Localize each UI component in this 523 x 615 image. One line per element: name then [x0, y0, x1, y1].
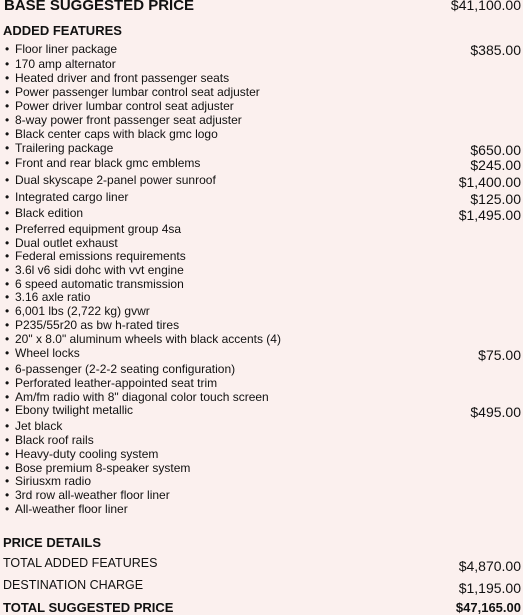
- bullet-icon: •: [5, 433, 10, 447]
- feature-item: [5, 263, 184, 277]
- feature-item: [5, 99, 234, 113]
- feature-item: [5, 318, 179, 332]
- bullet-icon: •: [5, 236, 10, 250]
- bullet-icon: •: [5, 376, 10, 390]
- bullet-icon: •: [5, 390, 10, 404]
- bullet-icon: •: [5, 318, 10, 332]
- bullet-icon: •: [5, 42, 10, 56]
- feature-item: [5, 249, 186, 263]
- bullet-icon: •: [5, 290, 10, 304]
- feature-label: 8-way power front passenger seat adjuster: [15, 113, 242, 127]
- feature-price: $495.00: [470, 404, 521, 420]
- bullet-icon: •: [5, 85, 10, 99]
- feature-label: 6-passenger (2-2-2 seating configuration): [15, 362, 236, 376]
- bullet-icon: •: [5, 249, 10, 263]
- feature-item: [5, 277, 184, 291]
- feature-item: [5, 141, 113, 155]
- feature-item: [5, 332, 281, 346]
- bullet-icon: •: [5, 127, 10, 141]
- feature-price: $1,495.00: [458, 207, 521, 223]
- total-suggested-price-label: TOTAL SUGGESTED PRICE: [3, 600, 174, 615]
- feature-label: Am/fm radio with 8" diagonal color touch screen: [15, 390, 269, 404]
- base-price-value: $41,100.00: [450, 0, 521, 13]
- feature-price: $245.00: [470, 157, 521, 173]
- feature-price: $75.00: [478, 347, 521, 363]
- feature-item: [5, 57, 116, 71]
- total-suggested-price-value: $47,165.00: [455, 600, 521, 615]
- bullet-icon: •: [5, 99, 10, 113]
- bullet-icon: •: [5, 222, 10, 236]
- feature-label: Heated driver and front passenger seats: [15, 71, 230, 85]
- bullet-icon: •: [5, 173, 10, 187]
- feature-item: [5, 85, 260, 99]
- bullet-icon: •: [5, 447, 10, 461]
- feature-label: Black roof rails: [15, 433, 94, 447]
- feature-item: [5, 236, 118, 250]
- bullet-icon: •: [5, 156, 10, 170]
- feature-item: [5, 127, 218, 141]
- bullet-icon: •: [5, 474, 10, 488]
- feature-label: Power driver lumbar control seat adjuster: [15, 99, 234, 113]
- feature-label: Heavy-duty cooling system: [15, 447, 159, 461]
- bullet-icon: •: [5, 206, 10, 220]
- feature-item: [5, 433, 94, 447]
- feature-label: Power passenger lumbar control seat adjuster: [15, 85, 260, 99]
- feature-label: 6 speed automatic transmission: [15, 277, 184, 291]
- feature-label: Siriusxm radio: [15, 474, 92, 488]
- feature-label: Jet black: [15, 419, 63, 433]
- feature-label: All-weather floor liner: [15, 502, 128, 516]
- bullet-icon: •: [5, 346, 10, 360]
- feature-item: [5, 173, 216, 187]
- feature-item: [5, 447, 158, 461]
- feature-price: $1,400.00: [458, 174, 521, 190]
- feature-label: Front and rear black gmc emblems: [15, 156, 201, 170]
- bullet-icon: •: [5, 332, 10, 346]
- feature-label: Dual outlet exhaust: [15, 236, 118, 250]
- feature-label: 20" x 8.0" aluminum wheels with black accents (4): [15, 332, 281, 346]
- feature-label: Wheel locks: [15, 346, 80, 360]
- feature-item: [5, 304, 150, 318]
- bullet-icon: •: [5, 488, 10, 502]
- bullet-icon: •: [5, 461, 10, 475]
- feature-price: $385.00: [470, 42, 521, 58]
- feature-label: Black center caps with black gmc logo: [15, 127, 218, 141]
- feature-item: [5, 419, 62, 433]
- destination-charge-value: $1,195.00: [458, 580, 521, 596]
- bullet-icon: •: [5, 190, 10, 204]
- feature-item: [5, 290, 90, 304]
- feature-item: [5, 71, 229, 85]
- feature-price: $650.00: [470, 142, 521, 158]
- bullet-icon: •: [5, 141, 10, 155]
- feature-item: [5, 156, 200, 170]
- feature-label: Preferred equipment group 4sa: [15, 222, 182, 236]
- feature-item: [5, 474, 91, 488]
- feature-item: [5, 362, 235, 376]
- added-features-title: ADDED FEATURES: [3, 23, 122, 38]
- feature-item: [5, 206, 83, 220]
- feature-item: [5, 190, 128, 204]
- feature-item: [5, 113, 242, 127]
- feature-label: Ebony twilight metallic: [15, 403, 134, 417]
- feature-label: Floor liner package: [15, 42, 118, 56]
- bullet-icon: •: [5, 263, 10, 277]
- feature-label: 3.16 axle ratio: [15, 290, 91, 304]
- base-price-label: BASE SUGGESTED PRICE: [4, 0, 195, 14]
- feature-item: [5, 222, 181, 236]
- bullet-icon: •: [5, 362, 10, 376]
- feature-item: [5, 488, 170, 502]
- feature-item: [5, 390, 269, 404]
- bullet-icon: •: [5, 403, 10, 417]
- feature-label: Black edition: [15, 206, 84, 220]
- feature-item: [5, 346, 80, 360]
- total-added-features-label: TOTAL ADDED FEATURES: [3, 556, 158, 570]
- feature-item: [5, 403, 133, 417]
- feature-item: [5, 376, 217, 390]
- feature-label: 3.6l v6 sidi dohc with vvt engine: [15, 263, 184, 277]
- price-details-title: PRICE DETAILS: [3, 535, 101, 550]
- feature-price: $125.00: [470, 191, 521, 207]
- feature-label: Integrated cargo liner: [15, 190, 129, 204]
- bullet-icon: •: [5, 419, 10, 433]
- feature-label: Federal emissions requirements: [15, 249, 186, 263]
- feature-label: Trailering package: [15, 141, 114, 155]
- bullet-icon: •: [5, 502, 10, 516]
- feature-label: P235/55r20 as bw h-rated tires: [15, 318, 180, 332]
- destination-charge-label: DESTINATION CHARGE: [3, 578, 144, 592]
- feature-item: [5, 461, 190, 475]
- feature-label: Dual skyscape 2-panel power sunroof: [15, 173, 216, 187]
- bullet-icon: •: [5, 71, 10, 85]
- feature-label: 3rd row all-weather floor liner: [15, 488, 170, 502]
- bullet-icon: •: [5, 113, 10, 127]
- bullet-icon: •: [5, 57, 10, 71]
- total-added-features-value: $4,870.00: [458, 558, 521, 574]
- feature-label: 170 amp alternator: [15, 57, 116, 71]
- bullet-icon: •: [5, 304, 10, 318]
- bullet-icon: •: [5, 277, 10, 291]
- feature-label: Bose premium 8-speaker system: [15, 461, 191, 475]
- feature-label: Perforated leather-appointed seat trim: [15, 376, 218, 390]
- feature-label: 6,001 lbs (2,722 kg) gvwr: [15, 304, 150, 318]
- feature-item: [5, 42, 117, 56]
- feature-item: [5, 502, 128, 516]
